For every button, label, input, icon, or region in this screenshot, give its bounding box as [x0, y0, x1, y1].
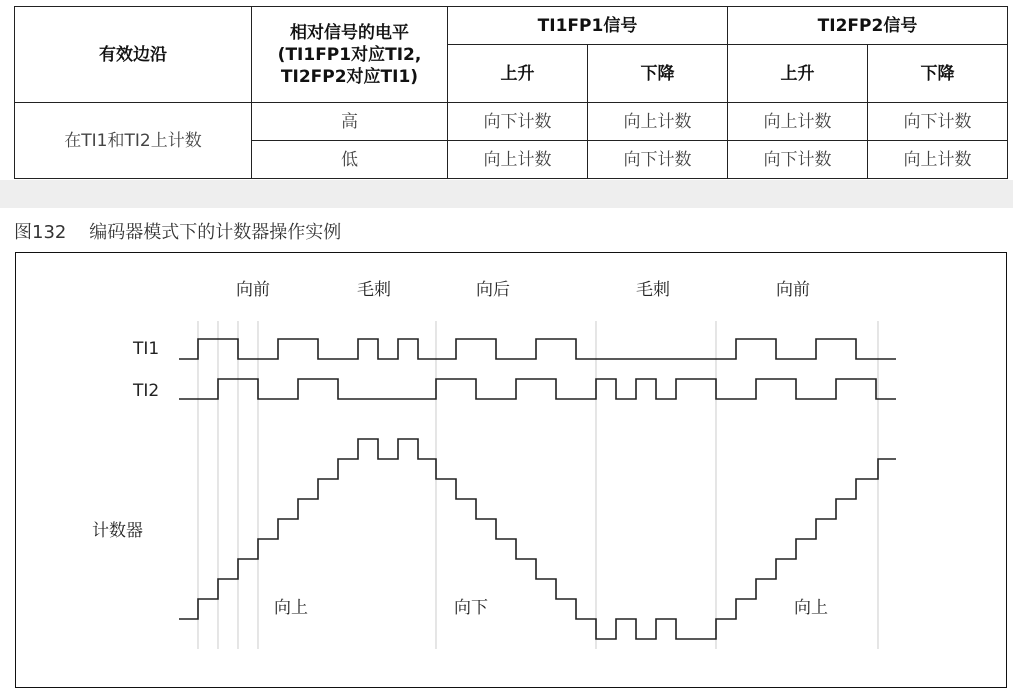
phase-label-forward-2: 向前 — [776, 280, 810, 300]
value-cell: 向上计数 — [588, 103, 728, 141]
ti2-waveform — [179, 379, 896, 399]
phase-label-forward-1: 向前 — [236, 280, 270, 300]
header-level-line3: TI2FP2对应TI1) — [280, 66, 419, 87]
header-level-line1: 相对信号的电平 — [290, 22, 409, 43]
value-cell: 向下计数 — [728, 141, 868, 179]
header-level-line2: (TI1FP1对应TI2, — [277, 44, 422, 65]
encoder-mode-table — [14, 6, 1008, 179]
phase-label-glitch-2: 毛刺 — [636, 280, 670, 300]
direction-label-up-2: 向上 — [794, 598, 828, 618]
table-row — [15, 103, 1008, 141]
timing-diagram-svg — [16, 253, 1006, 687]
header-ti2fp2: TI2FP2信号 — [728, 7, 1008, 45]
separator-band — [0, 180, 1013, 208]
ti1-waveform — [179, 339, 896, 359]
signal-label-ti1: TI1 — [133, 339, 160, 359]
header-level — [252, 7, 448, 103]
level-cell: 高 — [252, 103, 448, 141]
header-ti2fp2-rise: 上升 — [728, 45, 868, 103]
header-ti1fp1-rise: 上升 — [448, 45, 588, 103]
header-ti2fp2-fall: 下降 — [868, 45, 1008, 103]
value-cell: 向下计数 — [868, 103, 1008, 141]
figure-caption: 图132 编码器模式下的计数器操作实例 — [14, 222, 342, 243]
direction-label-up-1: 向上 — [274, 598, 308, 618]
mode-cell: 在TI1和TI2上计数 — [15, 103, 252, 179]
header-ti1fp1-fall: 下降 — [588, 45, 728, 103]
value-cell: 向上计数 — [448, 141, 588, 179]
phase-label-glitch-1: 毛刺 — [357, 280, 391, 300]
value-cell: 向下计数 — [588, 141, 728, 179]
phase-label-backward: 向后 — [476, 280, 510, 300]
direction-label-down: 向下 — [454, 598, 488, 618]
level-cell: 低 — [252, 141, 448, 179]
timing-diagram — [15, 252, 1007, 688]
signal-label-ti2: TI2 — [133, 381, 160, 401]
value-cell: 向下计数 — [448, 103, 588, 141]
signal-label-counter: 计数器 — [92, 521, 143, 541]
value-cell: 向上计数 — [728, 103, 868, 141]
header-edge: 有效边沿 — [15, 7, 252, 103]
value-cell: 向上计数 — [868, 141, 1008, 179]
header-ti1fp1: TI1FP1信号 — [448, 7, 728, 45]
